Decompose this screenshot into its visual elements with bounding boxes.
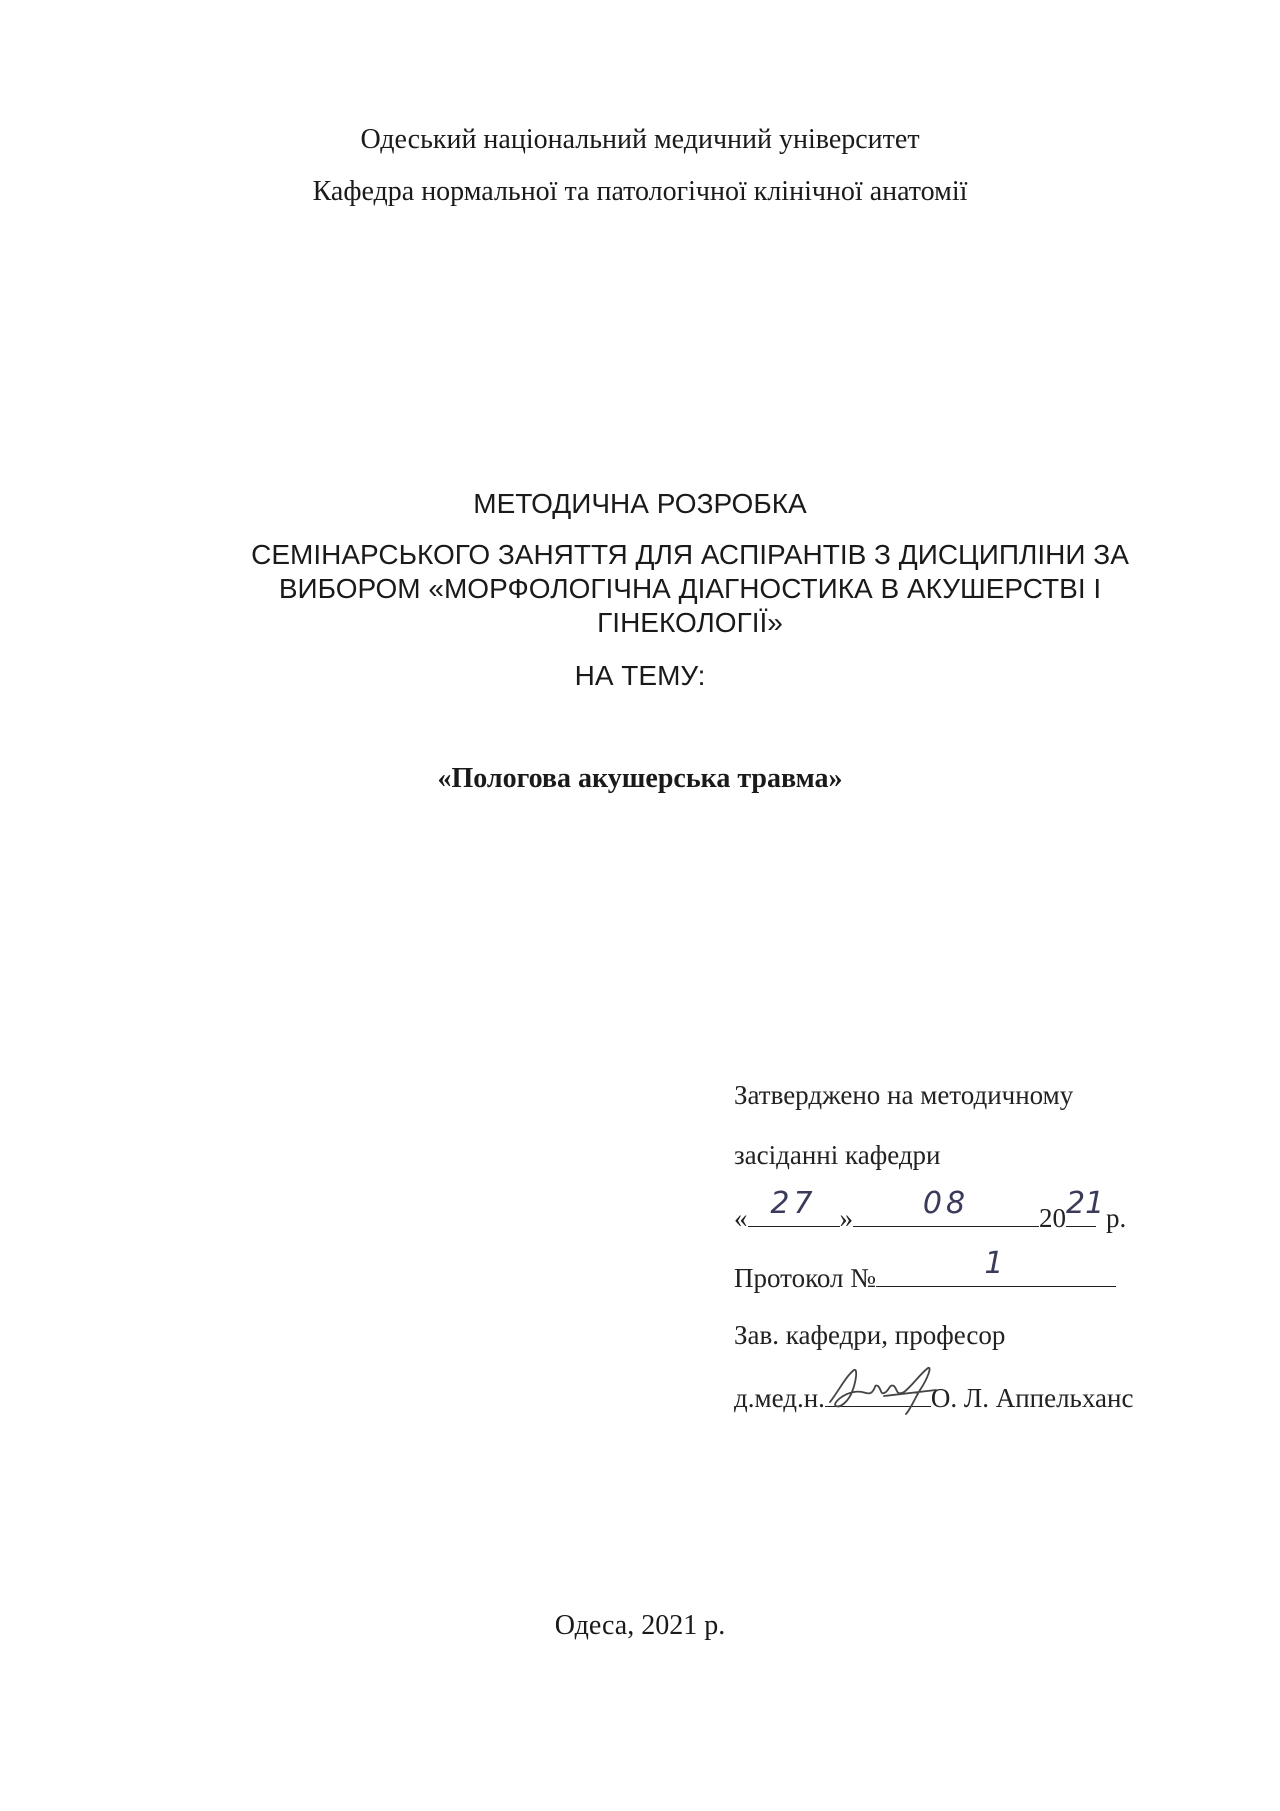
- protocol-number-handwritten: 1: [984, 1246, 1008, 1281]
- approval-date: [734, 1186, 1127, 1234]
- date-year-handwritten: 21: [1066, 1186, 1105, 1221]
- date-unit: р.: [1106, 1203, 1127, 1233]
- head-signature-line: [734, 1380, 1133, 1414]
- head-name: О. Л. Аппельханс: [930, 1383, 1134, 1413]
- document-subtitle: СЕМІНАРСЬКОГО ЗАНЯТТЯ ДЛЯ АСПІРАНТІВ З ДИСЦИПЛІНИ ЗА ВИБОРОМ «МОРФОЛОГІЧНА ДІАГНОСТИКА В АКУШЕРСТВІ І ГІНЕКОЛОГІЇ»: [251, 539, 1129, 638]
- head-title: Зав. кафедри, професор: [734, 1320, 1006, 1350]
- date-open-quote: «: [734, 1203, 748, 1233]
- place-and-date: Одеса, 2021 р.: [554, 1610, 726, 1641]
- date-month-handwritten: 08: [922, 1186, 970, 1221]
- date-month-field: [853, 1186, 1039, 1227]
- topic-title: «Пологова акушерська травма»: [437, 763, 843, 794]
- date-year-field: [1066, 1186, 1105, 1227]
- protocol-number-field: [876, 1246, 1116, 1287]
- handwritten-signature: [824, 1362, 954, 1418]
- university-name: Одеський національний медичний університет: [360, 124, 920, 155]
- date-day-field: [748, 1186, 840, 1227]
- approval-line-2: засіданні кафедри: [734, 1140, 941, 1170]
- degree-label: д.мед.н.: [734, 1383, 825, 1413]
- date-day-handwritten: 27: [770, 1186, 817, 1221]
- theme-label: НА ТЕМУ:: [574, 660, 706, 691]
- department-name: Кафедра нормальної та патологічної клінічної анатомії: [312, 176, 968, 207]
- document-type: МЕТОДИЧНА РОЗРОБКА: [473, 488, 807, 519]
- protocol-line: [734, 1246, 1116, 1294]
- date-close-quote: »: [839, 1203, 853, 1233]
- protocol-label: Протокол №: [734, 1263, 876, 1293]
- approval-line-1: Затверджено на методичному: [734, 1080, 1074, 1110]
- date-year-prefix: 20: [1039, 1203, 1066, 1233]
